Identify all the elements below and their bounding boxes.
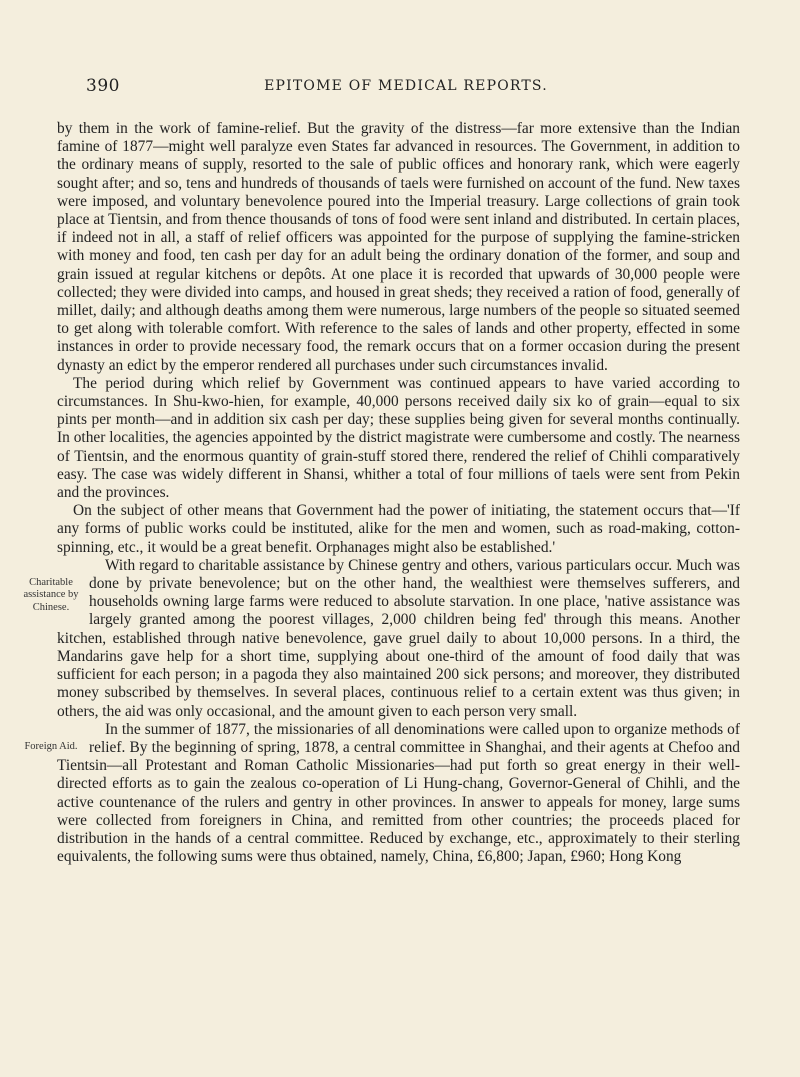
- running-title: EPITOME OF MEDICAL REPORTS.: [264, 78, 548, 94]
- paragraph: On the subject of other means that Government had the power of initiating, the statement occurs that—'If any forms of public works could be instituted, alike for the men and women, such as road-making, cotton-spinning, etc., it would be a great benefit. Orphanages might also be established.': [57, 502, 740, 556]
- paragraph: With regard to charitable assistance by Chinese gentry and others, various particulars occur. Much was done by private benevolence; but on the other hand, the wealthiest were themselves sufferers, and households owning large farms were reduced to absolute starvation. In one place, 'native assistance was largely granted among the poorest villages, 2,000 children being fed' through this means. Another kitchen, established through native benevolence, gave gruel daily to about 10,000 persons. In a third, the Mandarins gave help for a short time, supplying about one-third of the amount of food daily that was sufficient for each person; in a pagoda they also maintained 200 sick persons; and moreover, they distributed money subscribed by themselves. In several places, continuous relief to a certain extent was thus given; in others, the aid was only occasional, and the amount given to each person very small.: [57, 556, 740, 720]
- paragraph: In the summer of 1877, the missionaries of all denominations were called upon to organize methods of relief. By the beginning of spring, 1878, a central committee in Shanghai, and their agents at Chefoo and Tientsin—all Protestant and Roman Catholic Missionaries—had put forth so great energy in their well-directed efforts as to gain the zealous co-operation of Li Hung-chang, Governor-General of Chihli, and the active countenance of the rulers and gentry in other provinces. In answer to appeals for money, large sums were collected from foreigners in China, and remitted from other countries; the proceeds placed for distribution in the hands of a central committee. Reduced by exchange, etc., approximately to their sterling equivalents, the following sums were thus obtained, namely, China, £6,800; Japan, £960; Hong Kong: [57, 720, 740, 866]
- margin-note-foreign-aid: Foreign Aid.: [24, 740, 78, 752]
- page-header: [86, 76, 726, 106]
- paragraph: The period during which relief by Government was continued appears to have varied according to circumstances. In Shu-kwo-hien, for example, 40,000 persons received daily six ko of grain—equal to six pints per month—and in addition six cash per day; these supplies being given for several months continually. In other localities, the agencies appointed by the district magistrate were cumbersome and costly. The nearness of Tientsin, and the enormous quantity of grain-stuff stored there, rendered the relief of Chihli comparatively easy. The case was widely different in Shansi, whither a total of four millions of taels were sent from Pekin and the provinces.: [57, 374, 740, 502]
- page-number: 390: [86, 76, 120, 96]
- paragraph: by them in the work of famine-relief. But the gravity of the distress—far more extensive than the Indian famine of 1877—might well paralyze even States far advanced in resources. The Government, in addition to the ordinary means of supply, resorted to the sale of public offices and honorary rank, which were eagerly sought after; and so, tens and hundreds of thousands of taels were furnished on account of the fund. New taxes were imposed, and voluntary benevolence poured into the Imperial treasury. Large collections of grain took place at Tientsin, and from thence thousands of tons of food were sent inland and distributed. In certain places, if indeed not in all, a staff of relief officers was appointed for the purpose of supplying the famine-stricken with money and food, ten cash per day for an adult being the ordinary donation of the former, and soup and grain issued at regular kitchens or depôts. At one place it is recorded that upwards of 30,000 people were collected; they were divided into camps, and housed in great sheds; they received a ration of food, generally of millet, daily; and although deaths among them were numerous, large numbers of the people so situated seemed to get along with tolerable comfort. With reference to the sales of lands and other property, effected in some instances in order to provide necessary food, the remark occurs that on a former occasion during the present dynasty an edict by the emperor rendered all purchases under such circumstances invalid.: [57, 120, 740, 374]
- body-text: [23, 120, 740, 866]
- margin-note-charitable-assistance: Charitable assistance by Chinese.: [23, 576, 79, 613]
